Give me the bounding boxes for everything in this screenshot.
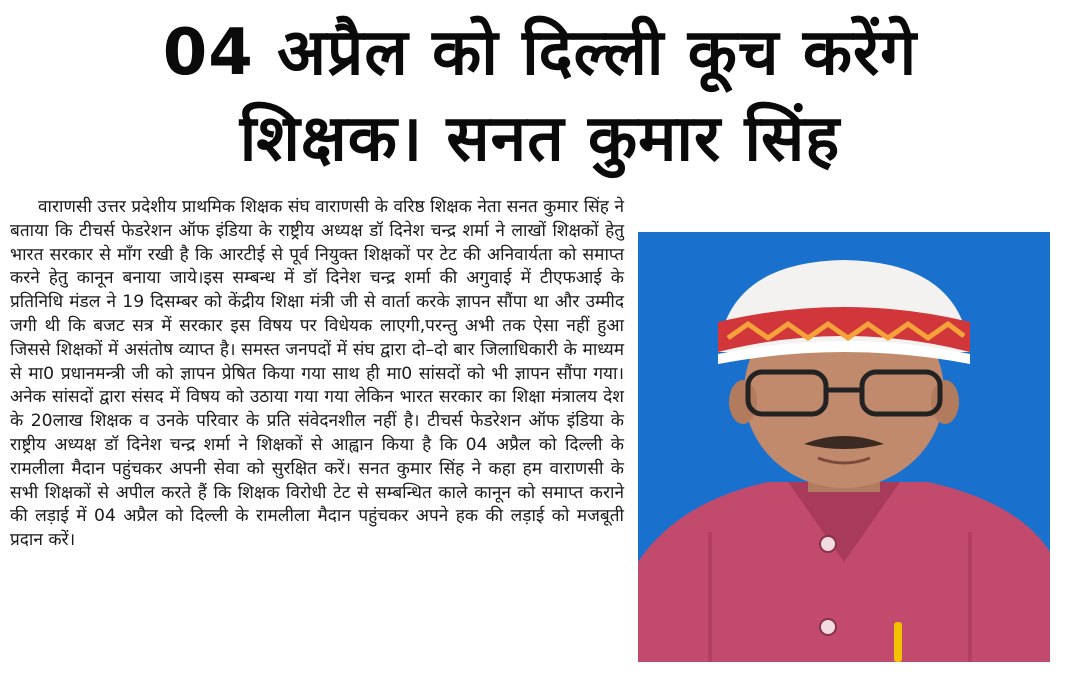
- next-headline-cropped: [20, 680, 1060, 696]
- headline-line-2: शिक्षक। सनत कुमार सिंह: [239, 102, 841, 176]
- headline-line-1: 04 अप्रैल को दिल्ली कूच करेंगे: [162, 16, 918, 90]
- portrait-photo: [638, 232, 1050, 662]
- portrait-illustration: [638, 232, 1050, 662]
- article-body: [10, 196, 1050, 674]
- article-text: वाराणसी उत्तर प्रदेशीय प्राथमिक शिक्षक संघ वाराणसी के वरिष्ठ शिक्षक नेता सनत कुमार सिंह ने बताया कि टीचर्स फेडरेशन ऑफ इंडिया के राष्ट्रीय अध्यक्ष डॉ दिनेश चन्द्र शर्मा ने लाखों शिक्षकों हेतु भारत सरकार से माँग रखी है कि आरटीई से पूर्व नियुक्त शिक्षकों पर टेट की अनिवार्यता को समाप्त करने हेतु कानून बनाया जाये।इस सम्बन्ध में डॉ दिनेश चन्द्र शर्मा की अगुवाई में टीएफआई के प्रतिनिधि मंडल ने 19 दिसम्बर को केंद्रीय शिक्षा मंत्री जी से वार्ता करके ज्ञापन सौंपा था और उम्मीद जगी थी कि बजट सत्र में सरकार इस विषय पर विधेयक लाएगी,परन्तु अभी तक ऐसा नहीं हुआ जिससे शिक्षकों में असंतोष व्याप्त है। समस्त जनपदों में संघ द्वारा दो–दो बार जिलाधिकारी के माध्यम से मा0 प्रधानमन्त्री जी को ज्ञापन प्रेषित किया गया साथ ही मा0 सांसदों को भी ज्ञापन सौंपा गया।अनेक सांसदों द्वारा संसद में विषय को उठाया गया गया लेकिन भारत सरकार का शिक्षा मंत्रालय देश के 20लाख शिक्षक व उनके परिवार के प्रति संवेदनशील नहीं है। टीचर्स फेडरेशन ऑफ इंडिया के राष्ट्रीय अध्यक्ष डॉ दिनेश चन्द्र शर्मा ने शिक्षकों से आह्वान किया है कि 04 अप्रैल को दिल्ली के रामलीला मैदान पहुंचकर अपनी सेवा को सुरक्षित करें। सनत कुमार सिंह ने कहा हम वाराणसी के सभी शिक्षकों से अपील करते हैं कि शिक्षक विरोधी टेट से सम्बन्धित काले कानून को समाप्त कराने की लड़ाई में 04 अप्रैल को दिल्ली के रामलीला मैदान पहुंचकर अपने हक की लड़ाई को मजबूती प्रदान करें।: [10, 197, 624, 551]
